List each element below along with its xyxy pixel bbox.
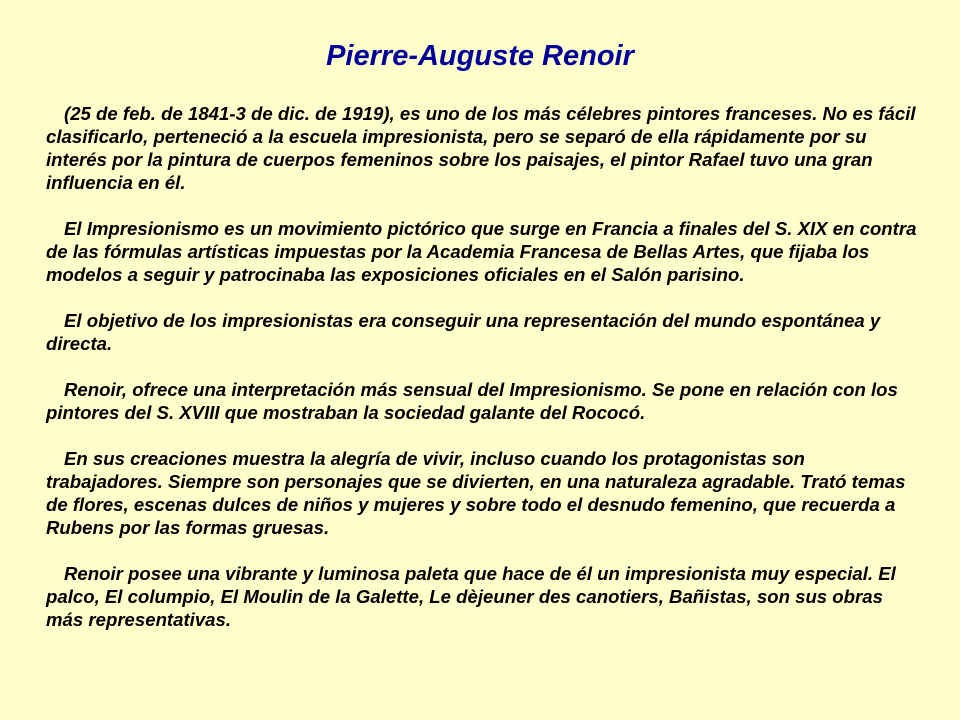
paragraph-interpretation: Renoir, ofrece una interpretación más sensual del Impresionismo. Se pone en relación con los pintores del S. XVIII que mostraban la sociedad galante del Rococó. bbox=[46, 379, 898, 423]
paragraph-objective: El objetivo de los impresionistas era conseguir una representación del mundo espontánea y directa. bbox=[46, 310, 881, 354]
slide-title: Pierre-Auguste Renoir bbox=[326, 40, 634, 72]
slide-body bbox=[46, 102, 918, 654]
paragraph-biography: (25 de feb. de 1841-3 de dic. de 1919), es uno de los más célebres pintores franceses. No es fácil clasificarlo, perteneció a la escuela impresionista, pero se separó de ella rápidamente por su interés por la pintura de cuerpos femeninos sobre los paisajes, el pintor Rafael tuvo una gran influencia en él. bbox=[46, 103, 916, 193]
paragraph-creations: En sus creaciones muestra la alegría de vivir, incluso cuando los protagonistas son trabajadores. Siempre son personajes que se divierten, en una naturaleza agradable. Trató temas de flores, escenas dulces de niños y mujeres y sobre todo el desnudo femenino, que recuerda a Rubens por las formas gruesas. bbox=[46, 448, 906, 538]
paragraph-impressionism: El Impresionismo es un movimiento pictórico que surge en Francia a finales del S. XIX en contra de las fórmulas artísticas impuestas por la Academia Francesa de Bellas Artes, que fijaba los modelos a seguir y patrocinaba las exposiciones oficiales en el Salón parisino. bbox=[46, 218, 917, 285]
paragraph-palette: Renoir posee una vibrante y luminosa paleta que hace de él un impresionista muy especial. El palco, El columpio, El Moulin de la Galette, Le dèjeuner des canotiers, Bañistas, son sus obras más representativas. bbox=[46, 563, 896, 630]
